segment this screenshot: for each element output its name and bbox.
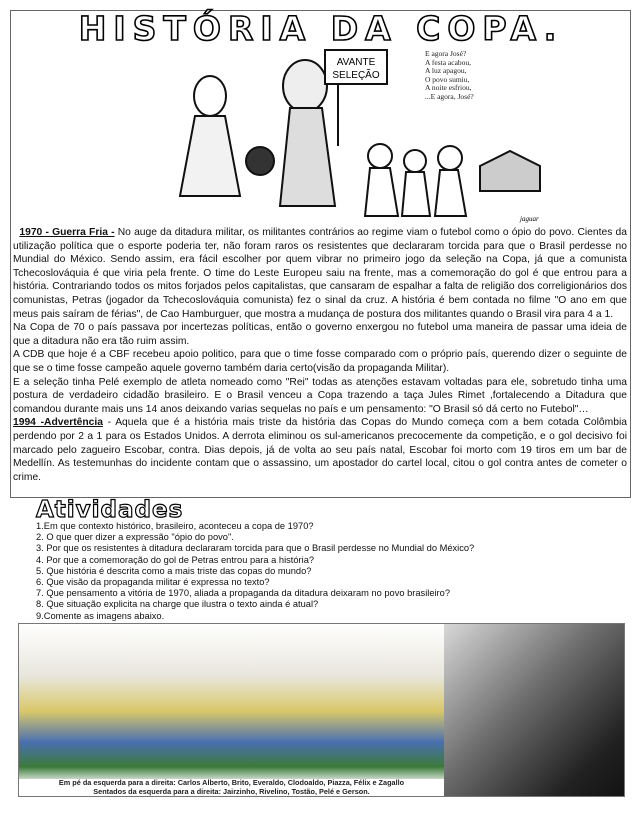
- quote-line: O povo sumiu,: [425, 74, 470, 84]
- quote-line: A luz apagou,: [425, 66, 467, 75]
- questions-list: [36, 521, 474, 622]
- section-heading-1970: 1970 - Guerra Fria -: [19, 227, 115, 238]
- quote-line: A noite esfriou,: [425, 83, 472, 92]
- paragraph-text: No auge da ditadura militar, os militantes contrários ao regime viam o futebol como o ópio do povo. Cientes da utilização política que o esporte poderia ter, não foram raros os resistentes que declararam torcida para que o Brasil perdesse no Mundial do México. Sendo assim, era fácil escolher por quem vibrar no primeiro jogo da seleção na Copa, já que a comunista Tchecoslováquia é que viria pela frente. O time do Leste Europeu saiu na frente, mas a comemoração do gol é que entrou para a história. Contrariando todos os mitos forjados pelos capitalistas, que cansaram de espalhar a falta de religião dos correligionários dos comunistas, Petras (jogador da Tchecoslováquia comunista) fez o sinal da cruz. A história é bem contada no filme "O ano em que meus pais saíram de férias", de Cao Hamburguer, que mostra a mudança de postura dos militantes quando o Brasil vira para 4 a 1.: [13, 227, 628, 320]
- question-item: 2. O que quer dizer a expressão "ópio do povo".: [36, 532, 234, 543]
- quote-line: E agora José?: [425, 49, 467, 58]
- poem-quote: [425, 50, 474, 101]
- article-body: [13, 226, 627, 484]
- sign-text: SELEÇÃO: [332, 70, 380, 81]
- caption-line: Em pé da esquerda para a direita: Carlos Alberto, Brito, Everaldo, Clodoaldo, Piazza, Félix e Zagallo: [58, 778, 405, 787]
- question-item: 8. Que situação explicita na charge que ilustra o texto ainda é atual?: [36, 599, 319, 610]
- sign-text: AVANTE: [336, 57, 376, 68]
- image-caption: [19, 779, 444, 796]
- question-item: 5. Que história é descrita como a mais triste das copas do mundo?: [36, 565, 312, 576]
- images-box: [18, 623, 625, 797]
- paragraph-1970: [13, 226, 627, 321]
- question-item: 7. Que pensamento a vitória de 1970, aliada a propaganda da ditadura deixaram no povo brasileiro?: [36, 588, 450, 599]
- question-item: 6. Que visão da propaganda militar é expressa no texto?: [36, 577, 270, 588]
- political-cartoon: [150, 46, 580, 226]
- quote-line: A festa acabou,: [425, 57, 472, 67]
- question-item: 1.Em que contexto histórico, brasileiro, aconteceu a copa de 1970?: [36, 521, 314, 531]
- activities-heading: Atividades: [36, 497, 184, 523]
- caption-line: Sentados da esquerda para a direita: Jairzinho, Rivelino, Tostão, Pelé e Gerson.: [93, 786, 370, 796]
- team-caricature-image: [19, 624, 444, 797]
- paragraph-1994: [13, 416, 627, 484]
- paragraph: Na Copa de 70 o país passava por incertezas políticas, então o governo enxergou no futebol uma maneira de passar uma ideia de que a ditadura não era tão ruim assim.: [13, 322, 627, 347]
- question-item: 9.Comente as imagens abaixo.: [36, 610, 165, 621]
- section-heading-1994: 1994 -Advertência: [13, 417, 103, 429]
- paragraph: E a seleção tinha Pelé exemplo de atleta nomeado como "Rei" todas as atenções estavam voltadas para ele, sobretudo tinha uma postura de verdadeiro cidadão brasileiro. E o Brasil venceu a Copa trazendo a taça Jules Rimet ,fortalecendo a Ditadura que comandou durante mais uns 14 anos deixando varias sequelas no país e um pensamento: "O Brasil só dá certo no Futebol"…: [13, 376, 627, 415]
- paragraph: A CDB que hoje é a CBF recebeu apoio politico, para que o time fosse comparado com o próprio país, querendo dizer o seguinte de que se o time fosse campeão aquele governo também daria certo(visão da propaganda Militar).: [13, 349, 627, 374]
- trophy-photo: [444, 624, 625, 797]
- question-item: 3. Por que os resistentes à ditadura declararam torcida para que o Brasil perdesse no Mundial do México?: [36, 543, 475, 554]
- paragraph-text: - Aquela que é a história mais triste da história das Copas do Mundo começa com a bem cotada Colômbia perdendo por 2 a 1 para os Estados Unidos. A derrota eliminou os sul-americanos precocemente da competição, e o gol decisivo foi marcado pelo zagueiro Escobar, contra. Dias depois, já de volta ao seu país natal, Escobar foi morto com 19 tiros em um bar de Medellín. As testemunhas do incidente contam que o assassino, um apostador do cartel local, citou o gol contra antes de cometer o crime.: [13, 417, 627, 483]
- question-item: 4. Por que a comemoração do gol de Petras entrou para a história?: [36, 554, 315, 565]
- page-title: HISTÓRIA DA COPA.: [78, 9, 564, 48]
- cartoon-signature: jaguar: [520, 215, 539, 223]
- quote-line: ...E agora, José?: [425, 91, 474, 101]
